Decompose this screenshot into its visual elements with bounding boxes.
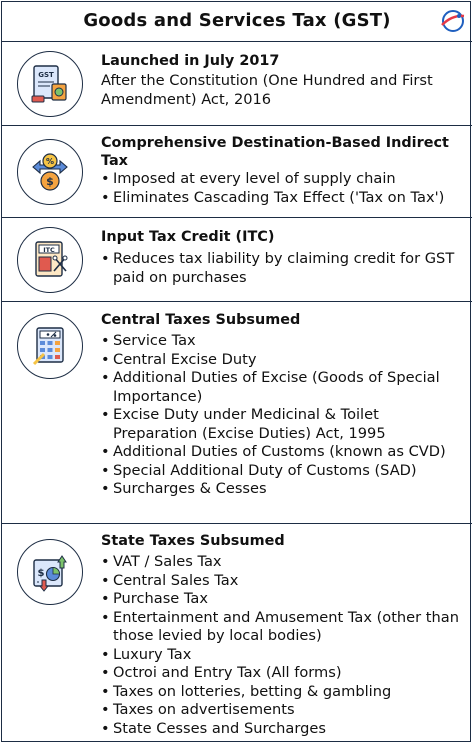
section-launch: [2, 42, 472, 126]
list-item: • Reduces tax liability by claiming credit for GST paid on purchases: [101, 250, 464, 287]
header: [2, 2, 472, 42]
section-title: Comprehensive Destination-Based Indirect Tax: [101, 135, 449, 169]
gst-icon-label: GST: [38, 71, 54, 79]
gst-document-icon: [28, 62, 72, 106]
list-item: • Central Excise Duty: [101, 351, 464, 370]
list-item: • Purchase Tax: [101, 590, 464, 609]
list-item: • Service Tax: [101, 332, 464, 351]
list-item: • Excise Duty under Medicinal & Toilet Preparation (Excise Duties) Act, 1995: [101, 406, 464, 443]
list-item: • Imposed at every level of supply chain: [101, 170, 464, 189]
page-title: Goods and Services Tax (GST): [83, 10, 391, 31]
section-state-taxes: [2, 524, 472, 743]
section-title: Launched in July 2017: [101, 53, 280, 69]
list-item: • Octroi and Entry Tax (All forms): [101, 664, 464, 683]
section-icon-wrapper: [17, 313, 83, 379]
section-title: Input Tax Credit (ITC): [101, 229, 275, 245]
dollar-icon-label: $: [46, 175, 54, 188]
finance-report-icon: [28, 550, 72, 594]
list-item: • Central Sales Tax: [101, 572, 464, 591]
itc-icon-label: ITC: [43, 246, 55, 254]
section-icon-wrapper: [17, 139, 83, 205]
section-list: [101, 553, 464, 738]
section-icon-wrapper: [17, 227, 83, 293]
coin-exchange-icon: [27, 149, 73, 195]
section-list: [101, 170, 464, 207]
section-central-taxes: [2, 302, 472, 524]
list-item: • Additional Duties of Customs (known as CVD): [101, 443, 464, 462]
list-item: • State Cesses and Surcharges: [101, 720, 464, 739]
section-itc: [2, 218, 472, 302]
section-list: [101, 250, 464, 287]
list-item: • Special Additional Duty of Customs (SAD): [101, 462, 464, 481]
list-item: • VAT / Sales Tax: [101, 553, 464, 572]
list-item: • Surcharges & Cesses: [101, 480, 464, 499]
section-title: State Taxes Subsumed: [101, 533, 285, 549]
list-item: • Taxes on lotteries, betting & gambling: [101, 683, 464, 702]
list-item: • Eliminates Cascading Tax Effect ('Tax on Tax'): [101, 189, 464, 208]
section-icon-wrapper: [17, 51, 83, 117]
infographic-frame: [1, 1, 471, 742]
section-list: [101, 332, 464, 499]
list-item: • Luxury Tax: [101, 646, 464, 665]
itc-calculator-icon: [28, 238, 72, 282]
dollar-report-label: $: [37, 568, 45, 579]
section-icon-wrapper: [17, 539, 83, 605]
list-item: • Taxes on advertisements: [101, 701, 464, 720]
section-text: After the Constitution (One Hundred and First Amendment) Act, 2016: [101, 72, 433, 108]
list-item: • Additional Duties of Excise (Goods of Special Importance): [101, 369, 464, 406]
list-item: • Entertainment and Amusement Tax (other than those levied by local bodies): [101, 609, 464, 646]
brand-logo-icon: [438, 8, 466, 34]
tax-calculator-icon: [28, 324, 72, 368]
section-destination-tax: [2, 126, 472, 218]
section-title: Central Taxes Subsumed: [101, 312, 301, 328]
percent-icon-label: %: [45, 157, 55, 166]
